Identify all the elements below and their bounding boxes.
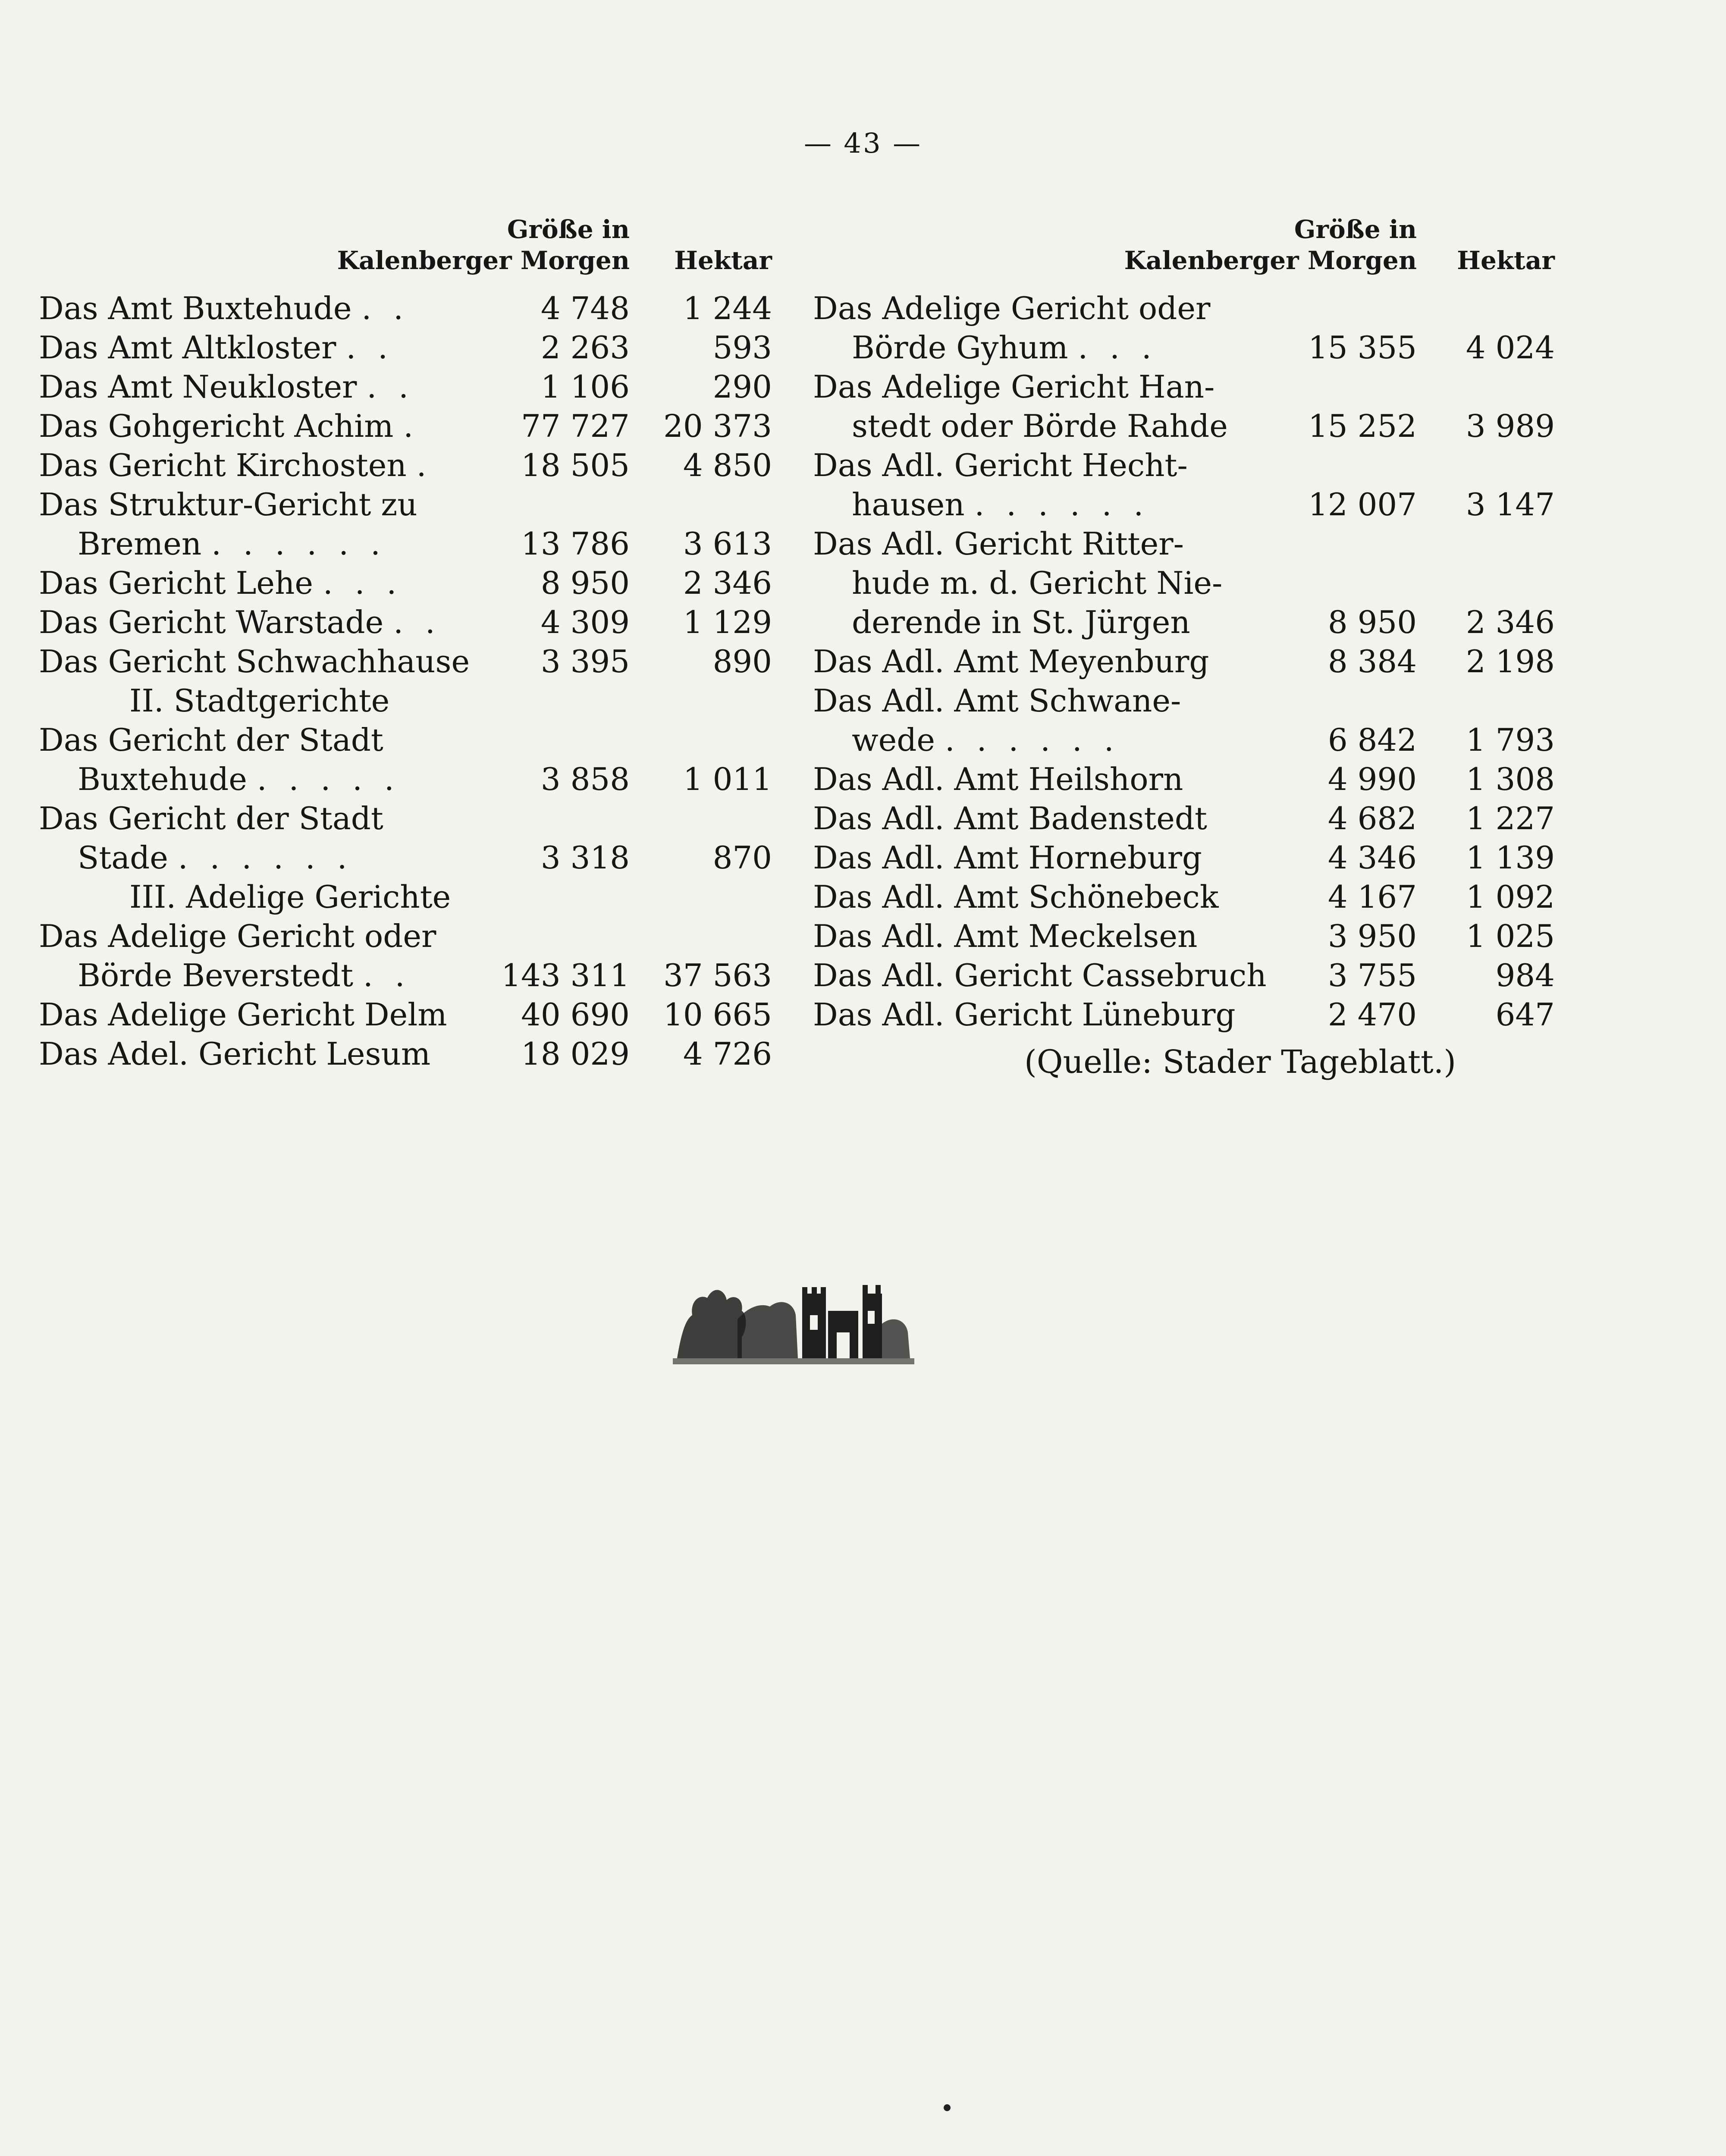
leader-dots: .	[416, 447, 433, 483]
row-morgen-value: 8 950	[540, 565, 630, 601]
table-row	[813, 328, 1555, 367]
row-label: Das Adl. Amt Meyenburg	[813, 643, 1209, 680]
table-row	[813, 524, 1555, 564]
table-row	[39, 603, 772, 642]
leader-dots: . . . . . .	[211, 526, 386, 562]
row-morgen-value: 4 346	[1327, 840, 1417, 876]
row-label: Das Amt Altkloster	[39, 329, 336, 366]
row-label: Das Adel. Gericht Lesum	[39, 1036, 431, 1072]
row-label: Das Gericht Kirchosten	[39, 447, 407, 483]
row-hektar-value: 984	[1495, 957, 1555, 993]
table-row	[39, 367, 772, 407]
row-name	[813, 760, 1183, 799]
row-name	[813, 446, 1188, 485]
table-row	[813, 485, 1555, 524]
leader-dots: . . . . .	[257, 761, 400, 797]
right-column-header	[813, 203, 1555, 289]
row-name	[39, 642, 470, 681]
table-row	[39, 407, 772, 446]
row-name	[852, 721, 1120, 760]
row-hektar-value: 1 025	[1466, 918, 1555, 954]
row-name	[39, 328, 394, 367]
row-hektar-value: 870	[712, 840, 772, 876]
table-row	[813, 446, 1555, 485]
row-hektar-value: 2 346	[683, 565, 772, 601]
table-row	[39, 917, 772, 956]
row-label: Das Adl. Gericht Cassebruch	[813, 957, 1267, 993]
row-label: Das Adelige Gericht oder	[39, 918, 436, 954]
row-name	[813, 877, 1218, 917]
row-morgen-value: 4 167	[1327, 879, 1417, 915]
row-morgen-value: 18 029	[521, 1036, 630, 1072]
table-row	[813, 407, 1555, 446]
row-name	[39, 721, 383, 760]
table-row	[813, 367, 1555, 407]
leader-dots: . .	[361, 290, 410, 326]
row-label: Das Adelige Gericht oder	[813, 290, 1211, 326]
row-morgen-value: 77 727	[521, 408, 630, 444]
table-row	[39, 328, 772, 367]
row-name	[813, 956, 1267, 995]
row-label: Das Adl. Amt Horneburg	[813, 840, 1202, 876]
row-name	[39, 564, 402, 603]
row-label: Das Adl. Amt Badenstedt	[813, 800, 1207, 837]
row-name	[852, 407, 1228, 446]
row-morgen-value: 3 858	[540, 761, 630, 797]
row-name	[39, 603, 441, 642]
row-label: Börde Gyhum	[852, 329, 1068, 366]
row-label: Das Gericht der Stadt	[39, 800, 383, 837]
left-column-header	[39, 203, 772, 289]
row-label: Das Struktur-Gericht zu	[39, 486, 417, 523]
row-morgen-value: 3 395	[540, 643, 630, 680]
row-hektar-value: 1 092	[1466, 879, 1555, 915]
row-hektar-value: 37 563	[663, 957, 772, 993]
row-name	[78, 760, 400, 799]
leader-dots: . . .	[1078, 329, 1158, 366]
row-morgen-value: 13 786	[521, 526, 630, 562]
row-name	[813, 681, 1181, 721]
row-label: Das Gericht Warstade	[39, 604, 384, 640]
row-hektar-value: 20 373	[663, 408, 772, 444]
table-row	[39, 721, 772, 760]
row-name	[78, 838, 353, 877]
row-hektar-value: 1 308	[1466, 761, 1555, 797]
row-name	[813, 524, 1184, 564]
table-row	[813, 603, 1555, 642]
row-hektar-value: 1 227	[1466, 800, 1555, 837]
leader-dots: . .	[363, 957, 411, 993]
row-hektar-value: 593	[712, 329, 772, 366]
row-hektar-value: 4 850	[683, 447, 772, 483]
row-morgen-value: 6 842	[1327, 722, 1417, 758]
row-name	[39, 407, 419, 446]
row-morgen-value: 4 748	[540, 290, 630, 326]
row-name	[39, 1034, 430, 1074]
row-morgen-value: 2 470	[1327, 997, 1417, 1033]
table-row	[813, 838, 1555, 877]
row-name	[852, 485, 1149, 524]
row-label: Das Adl. Amt Heilshorn	[813, 761, 1183, 797]
header-hektar: Hektar	[1457, 246, 1555, 275]
header-groesse: Größe in	[507, 215, 630, 244]
row-hektar-value: 1 011	[683, 761, 772, 797]
table-row	[39, 995, 772, 1034]
leader-dots: . .	[393, 604, 441, 640]
row-morgen-value: 3 755	[1327, 957, 1417, 993]
row-name	[813, 838, 1202, 877]
table-row	[39, 799, 772, 838]
row-name	[39, 367, 414, 407]
row-label: Das Gohgericht Achim	[39, 408, 394, 444]
row-name	[813, 289, 1210, 328]
row-label: Börde Beverstedt	[78, 957, 353, 993]
table-row	[39, 289, 772, 328]
row-hektar-value: 3 147	[1466, 486, 1555, 523]
table-row	[813, 642, 1555, 681]
table-row	[39, 642, 772, 681]
row-name	[852, 328, 1158, 367]
row-name	[813, 917, 1197, 956]
row-label: Das Gericht Schwachhause	[39, 643, 470, 680]
right-column	[813, 203, 1555, 1034]
table-row	[39, 838, 772, 877]
row-morgen-value: 8 384	[1327, 643, 1417, 680]
row-morgen-value: 15 355	[1308, 329, 1417, 366]
table-row	[813, 760, 1555, 799]
table-row	[813, 956, 1555, 995]
row-hektar-value: 1 244	[683, 290, 772, 326]
leader-dots: . . .	[323, 565, 403, 601]
row-hektar-value: 1 793	[1466, 722, 1555, 758]
row-name	[78, 956, 411, 995]
row-label: wede	[852, 722, 935, 758]
page-number: — 43 —	[803, 128, 923, 160]
table-row	[813, 917, 1555, 956]
right-rows	[813, 289, 1555, 1034]
table-row	[39, 446, 772, 485]
leader-dots: . .	[367, 369, 415, 405]
table-row	[39, 564, 772, 603]
table-row	[813, 564, 1555, 603]
row-label: Das Adelige Gericht Han-	[813, 369, 1215, 405]
row-name	[78, 524, 386, 564]
row-hektar-value: 1 129	[683, 604, 772, 640]
row-hektar-value: 3 613	[683, 526, 772, 562]
row-label: Stade	[78, 840, 168, 876]
row-morgen-value: 4 990	[1327, 761, 1417, 797]
row-label: Das Adelige Gericht Delm	[39, 997, 447, 1033]
row-morgen-value: 3 950	[1327, 918, 1417, 954]
left-column	[39, 203, 772, 1074]
row-label: II. Stadtgerichte	[129, 683, 390, 719]
row-morgen-value: 18 505	[521, 447, 630, 483]
leader-dots: . .	[346, 329, 394, 366]
table-row	[813, 721, 1555, 760]
row-name	[852, 564, 1222, 603]
header-groesse: Größe in	[1294, 215, 1417, 244]
row-label: Das Adl. Gericht Lüneburg	[813, 997, 1236, 1033]
row-morgen-value: 15 252	[1308, 408, 1417, 444]
table-row	[39, 760, 772, 799]
row-label: Das Adl. Gericht Ritter-	[813, 526, 1184, 562]
row-morgen-value: 4 309	[540, 604, 630, 640]
row-name	[39, 995, 447, 1034]
leader-dots: . . . . . .	[974, 486, 1150, 523]
row-hektar-value: 2 346	[1466, 604, 1555, 640]
row-morgen-value: 8 950	[1327, 604, 1417, 640]
row-name	[39, 917, 436, 956]
row-name	[39, 446, 433, 485]
row-label: Das Amt Buxtehude	[39, 290, 352, 326]
row-label: Das Amt Neukloster	[39, 369, 357, 405]
row-hektar-value: 1 139	[1466, 840, 1555, 876]
row-hektar-value: 3 989	[1466, 408, 1555, 444]
row-hektar-value: 10 665	[663, 997, 772, 1033]
row-name	[39, 289, 409, 328]
row-label: Das Gericht Lehe	[39, 565, 313, 601]
row-label: hude m. d. Gericht Nie-	[852, 565, 1223, 601]
row-name	[129, 877, 451, 917]
leader-dots: . . . . . .	[178, 840, 353, 876]
row-morgen-value: 3 318	[540, 840, 630, 876]
row-morgen-value: 40 690	[521, 997, 630, 1033]
row-label: Bremen	[78, 526, 202, 562]
row-label: Das Adl. Amt Schönebeck	[813, 879, 1219, 915]
header-hektar: Hektar	[674, 246, 772, 275]
row-morgen-value: 143 311	[501, 957, 630, 993]
row-label: derende in St. Jürgen	[852, 604, 1190, 640]
row-hektar-value: 2 198	[1466, 643, 1555, 680]
table-row	[39, 956, 772, 995]
row-hektar-value: 290	[712, 369, 772, 405]
table-row	[813, 995, 1555, 1034]
source-note: (Quelle: Stader Tageblatt.)	[1024, 1044, 1456, 1081]
row-name	[813, 799, 1207, 838]
row-morgen-value: 4 682	[1327, 800, 1417, 837]
leader-dots: . . . . . .	[945, 722, 1120, 758]
ruin-vignette-image	[673, 1268, 914, 1371]
row-label: Das Adl. Amt Meckelsen	[813, 918, 1198, 954]
table-row	[39, 877, 772, 917]
row-morgen-value: 12 007	[1308, 486, 1417, 523]
row-morgen-value: 1 106	[540, 369, 630, 405]
row-hektar-value: 647	[1495, 997, 1555, 1033]
table-row	[39, 1034, 772, 1074]
table-row	[813, 681, 1555, 721]
row-label: Das Adl. Gericht Hecht-	[813, 447, 1188, 483]
left-rows	[39, 289, 772, 1074]
row-name	[813, 642, 1209, 681]
row-name	[852, 603, 1190, 642]
row-label: Das Adl. Amt Schwane-	[813, 683, 1181, 719]
row-label: stedt oder Börde Rahde	[852, 408, 1228, 444]
row-name	[813, 995, 1236, 1034]
table-row	[813, 289, 1555, 328]
row-label: III. Adelige Gerichte	[129, 879, 451, 915]
row-hektar-value: 4 024	[1466, 329, 1555, 366]
row-morgen-value: 2 263	[540, 329, 630, 366]
table-row	[39, 485, 772, 524]
header-kalenberger-morgen: Kalenberger Morgen	[1124, 246, 1417, 275]
row-name	[39, 799, 383, 838]
row-name	[813, 367, 1214, 407]
row-name	[39, 485, 417, 524]
header-kalenberger-morgen: Kalenberger Morgen	[337, 246, 630, 275]
leader-dots: .	[403, 408, 420, 444]
table-row	[813, 799, 1555, 838]
table-row	[39, 524, 772, 564]
table-row	[813, 877, 1555, 917]
row-hektar-value: 4 726	[683, 1036, 772, 1072]
row-hektar-value: 890	[712, 643, 772, 680]
row-name	[129, 681, 389, 721]
print-speck	[944, 2104, 951, 2111]
row-label: hausen	[852, 486, 965, 523]
row-label: Das Gericht der Stadt	[39, 722, 383, 758]
row-label: Buxtehude	[78, 761, 247, 797]
table-row	[39, 681, 772, 721]
